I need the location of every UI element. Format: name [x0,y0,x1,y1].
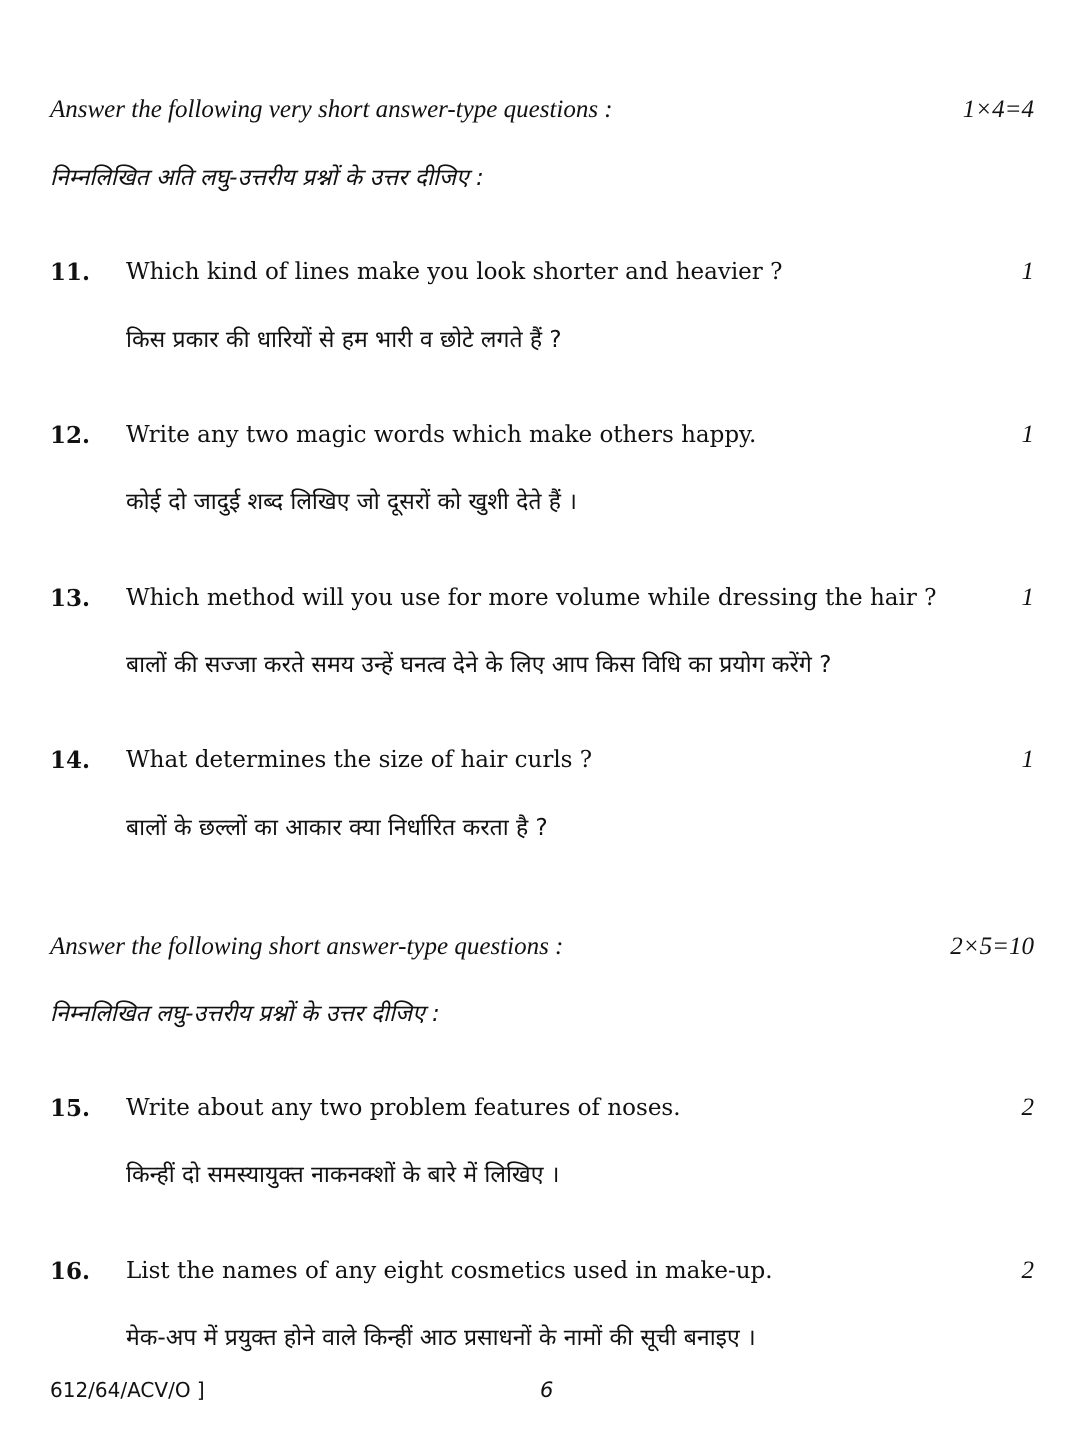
section-b-heading-en: Answer the following short answer-type questions : [50,933,564,960]
question-number: 16. [50,1258,91,1285]
question-number: 12. [50,422,91,449]
question-number: 11. [50,259,91,286]
question-number: 15. [50,1095,91,1122]
question-text-en: Which method will you use for more volume while dressing the hair ? [126,585,937,611]
section-a-heading-hi: निम्नलिखित अति लघु-उत्तरीय प्रश्नों के उत्तर दीजिए : [50,165,484,191]
question-text-hi: कोई दो जादुई शब्द लिखिए जो दूसरों को खुशी देते हैं । [126,489,578,515]
question-marks: 2 [1021,1257,1034,1284]
question-text-hi: किन्हीं दो समस्यायुक्त नाकनक्शों के बारे में लिखिए । [126,1162,560,1188]
question-text-hi: किस प्रकार की धारियों से हम भारी व छोटे लगते हैं ? [126,327,562,353]
question-marks: 1 [1021,258,1034,285]
question-marks: 1 [1021,421,1034,448]
section-a-marks: 1×4=4 [962,96,1034,123]
section-a-heading-en: Answer the following very short answer-type questions : [50,96,613,123]
question-text-hi: मेक-अप में प्रयुक्त होने वाले किन्हीं आठ प्रसाधनों के नामों की सूची बनाइए । [126,1325,756,1351]
question-text-en: What determines the size of hair curls ? [126,747,593,773]
question-text-hi: बालों की सज्जा करते समय उन्हें घनत्व देने के लिए आप किस विधि का प्रयोग करेंगे ? [126,652,832,678]
paper-code: 612/64/ACV/O ] [50,1378,205,1402]
question-number: 14. [50,747,91,774]
section-b-heading-hi: निम्नलिखित लघु-उत्तरीय प्रश्नों के उत्तर दीजिए : [50,1001,440,1027]
question-number: 13. [50,585,91,612]
question-text-en: Which kind of lines make you look shorter and heavier ? [126,259,783,285]
question-text-en: List the names of any eight cosmetics used in make-up. [126,1258,773,1284]
question-text-en: Write any two magic words which make others happy. [126,422,757,448]
section-b-marks: 2×5=10 [950,933,1034,960]
question-text-en: Write about any two problem features of noses. [126,1095,681,1121]
question-text-hi: बालों के छल्लों का आकार क्या निर्धारित करता है ? [126,815,548,841]
question-marks: 1 [1021,746,1034,773]
question-marks: 2 [1021,1094,1034,1121]
question-marks: 1 [1021,584,1034,611]
page-number: 6 [540,1378,554,1402]
